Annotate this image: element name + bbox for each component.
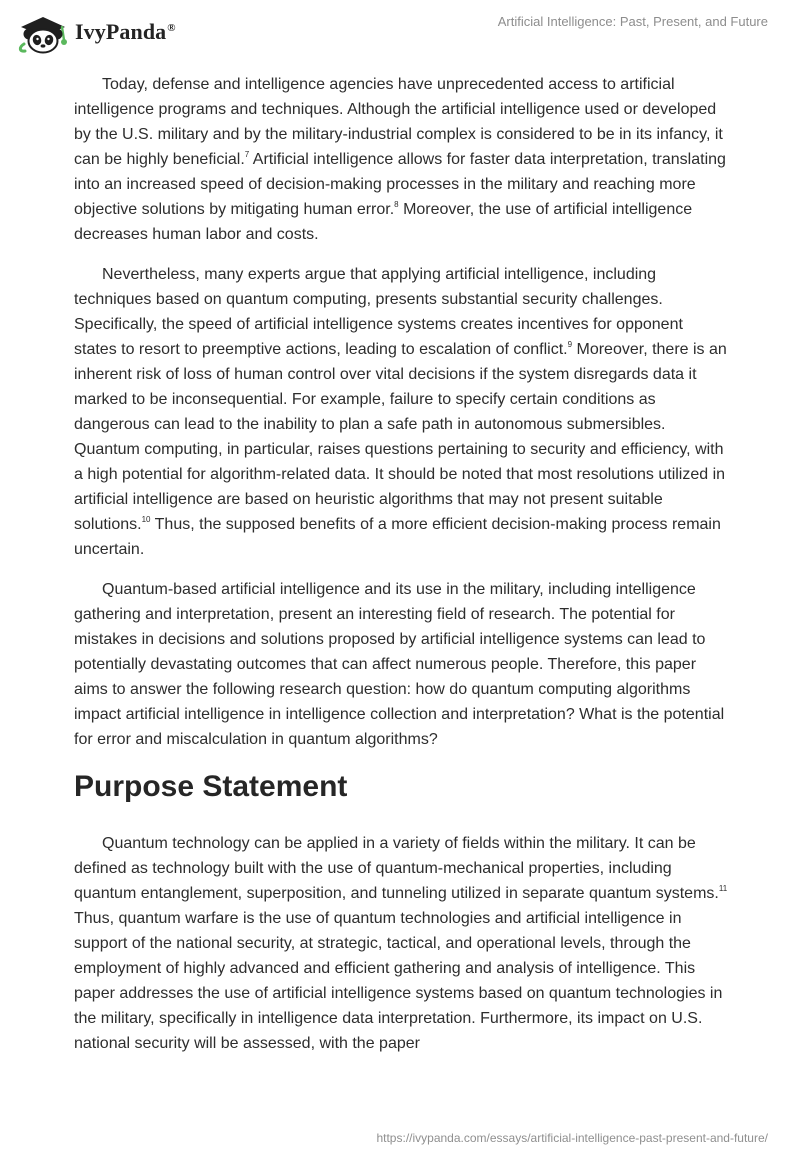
- document-title: Artificial Intelligence: Past, Present, and Future: [497, 14, 768, 29]
- citation-11: 11: [718, 883, 728, 893]
- essay-content: [74, 72, 730, 1071]
- paragraph-text: Nevertheless, many experts argue that applying artificial intelligence, including techniques based on quantum computing, presents substantial security challenges. Specifically, the speed of artificial intelligence systems creates incentives for opponent states to resort to preemptive actions, leading to escalation of conflict.: [74, 266, 683, 358]
- panda-graduate-icon: [14, 9, 72, 55]
- paragraph-text: Moreover, there is an inherent risk of loss of human control over vital decisions if the system disregards data it marked to be inconsequential. For example, failure to specify certain conditions as dangerous can lead to the inability to plan a safe path in autonomous submersibles. Quantum computing, in particular, raises questions pertaining to security and efficiency, with a high potential for algorithm-related data. It should be noted that most resolutions utilized in artificial intelligence are based on heuristic algorithms that may not present suitable solutions.: [74, 341, 727, 533]
- section-heading-purpose-statement: Purpose Statement: [74, 770, 348, 803]
- paragraph-text: Quantum technology can be applied in a variety of fields within the military. It can be defined as technology built with the use of quantum-mechanical properties, including quantum entanglement, superposition, and tunneling utilized in separate quantum systems.: [74, 835, 719, 902]
- citation-7: 7: [244, 149, 250, 159]
- logo-wordmark: [75, 21, 176, 43]
- paragraph-text: Artificial intelligence allows for faster data interpretation, translating into an increased speed of decision-making processes in the military and reaching more objective solutions by mitigating human error.: [74, 151, 726, 218]
- citation-10: 10: [141, 514, 151, 524]
- paragraph-text: Thus, quantum warfare is the use of quantum technologies and artificial intelligence in support of the national security, at strategic, tactical, and operational levels, through the employment of highly advanced and efficient gathering and analysis of intelligence. This paper addresses the use of artificial intelligence systems based on quantum technologies in the military, specifically in intelligence data interpretation. Furthermore, its impact on U.S. national security will be assessed, with the paper: [74, 910, 723, 1052]
- citation-8: 8: [394, 199, 399, 209]
- paragraph-defense-access: [74, 72, 730, 247]
- source-url-link[interactable]: https://ivypanda.com/essays/artificial-intelligence-past-present-and-future/: [376, 1131, 768, 1145]
- paragraph-text: Moreover, the use of artificial intelligence decreases human labor and costs.: [74, 201, 693, 243]
- page-header: [0, 0, 800, 62]
- paragraph-security-challenges: [74, 262, 730, 562]
- paragraph-text: Thus, the supposed benefits of a more efficient decision-making process remain uncertain.: [74, 516, 721, 558]
- paragraph-research-question: [74, 577, 730, 752]
- registered-mark: ®: [167, 21, 176, 34]
- citation-9: 9: [567, 339, 573, 349]
- brand-name: IvyPanda: [75, 19, 167, 44]
- paragraph-text: Quantum-based artificial intelligence and its use in the military, including intelligence gathering and interpretation, present an interesting field of research. The potential for mistakes in decisions and solutions proposed by artificial intelligence systems can lead to potentially devastating outcomes that can affect numerous people. Therefore, this paper aims to answer the following research question: how do quantum computing algorithms impact artificial intelligence in intelligence collection and interpretation? What is the potential for error and miscalculation in quantum algorithms?: [74, 581, 725, 748]
- paragraph-purpose-statement: [74, 831, 730, 1056]
- ivypanda-logo[interactable]: [14, 8, 204, 56]
- paragraph-text: Today, defense and intelligence agencies have unprecedented access to artificial intelligence programs and techniques. Although the artificial intelligence used or developed by the U.S. military and by the military-industrial complex is considered to be in its infancy, it can be highly beneficial.: [74, 76, 723, 168]
